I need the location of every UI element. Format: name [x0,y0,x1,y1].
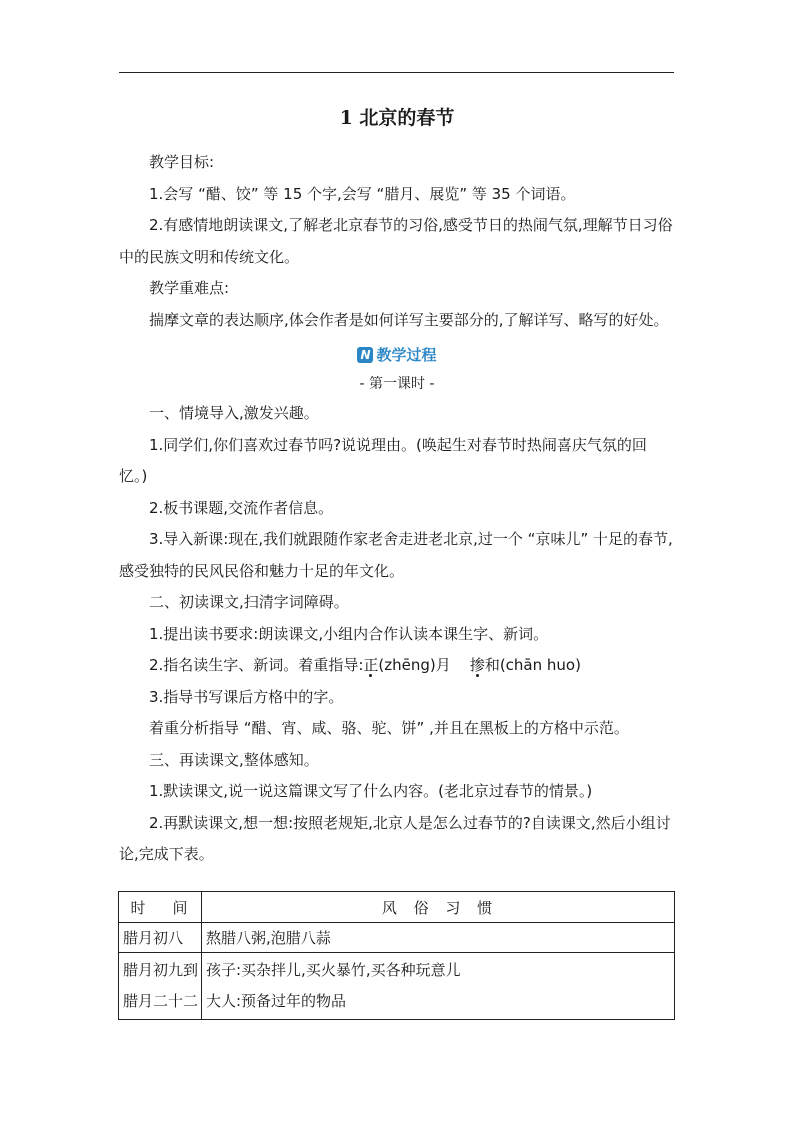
difficulty-text: 揣摩文章的表达顺序,体会作者是如何详写主要部分的,了解详写、略写的好处。 [149,310,669,329]
row2-time-line2: 腊月二十二 [123,992,199,1010]
row1-custom: 熬腊八粥,泡腊八蒜 [202,923,675,953]
section-2-item-4: 着重分析指导 “醋、宵、咸、骆、驼、饼” ,并且在黑板上的方格中示范。 [149,719,629,737]
row1-time: 腊月初八 [119,923,202,953]
header-customs: 风 俗 习 惯 [202,892,675,923]
row2-custom [202,953,675,1020]
section-3-item-1: 1.默读课文,说一说这篇课文写了什么内容。(老北京过春节的情景。) [149,782,593,800]
section-3-item-2: 2.再默读课文,想一想:按照老规矩,北京人是怎么过春节的?自读课文,然后小组讨论,完成下表。 [119,813,671,863]
table-header-row [119,892,675,923]
row2-custom-line2: 大人:预备过年的物品 [206,992,347,1010]
process-badge-row [119,338,675,370]
section-1-heading: 一、情境导入,激发兴趣。 [149,404,319,422]
row2-time [119,953,202,1020]
process-icon: N [357,347,373,363]
row2-time-line1: 腊月初九到 [123,961,199,979]
pinyin-chanhuo: 和(chān huo) [484,656,581,674]
process-badge [357,339,436,371]
dotted-char-chan: 掺 [469,656,485,674]
section-2-item-2 [119,650,675,682]
pronunciation-prefix: 2.指名读生字、新词。着重指导: [149,656,364,674]
table-row [119,953,675,1020]
goal-item-1: 1.会写 “醋、饺” 等 15 个字,会写 “腊月、展览” 等 35 个词语。 [149,184,576,203]
goal-item-2: 2.有感情地朗读课文,了解老北京春节的习俗,感受节日的热闹气氛,理解节日习俗中的民族文明和传统文化。 [119,216,673,266]
section-1-item-1: 1.同学们,你们喜欢过春节吗?说说理由。(唤起生对春节时热闹喜庆气氛的回忆。) [119,435,647,485]
section-2-heading: 二、初读课文,扫清字词障碍。 [149,593,349,611]
session-label: - 第一课时 - [359,376,435,392]
table-row [119,923,675,953]
dotted-char-zheng: 正 [363,656,379,674]
header-time: 时 间 [119,892,202,923]
section-1-item-2: 2.板书课题,交流作者信息。 [149,498,334,517]
row2-custom-line1: 孩子:买杂拌儿,买火暴竹,买各种玩意儿 [206,961,461,979]
section-1-item-3: 3.导入新课:现在,我们就跟随作家老舍走进老北京,过一个 “京味儿” 十足的春节,感受独特的民风民俗和魅力十足的年文化。 [119,530,673,580]
customs-table [118,891,675,1020]
section-3-heading: 三、再读课文,整体感知。 [149,750,319,769]
lesson-plan [119,103,675,871]
section-2-item-3: 3.指导书写课后方格中的字。 [149,687,344,706]
goals-heading: 教学目标: [149,153,215,171]
difficulty-heading: 教学重难点: [149,279,230,297]
process-label: 教学过程 [376,346,437,364]
pinyin-zheng: (zhēng)月 [378,656,451,674]
page-title: 1 北京的春节 [339,107,455,129]
section-2-item-1: 1.提出读书要求:朗读课文,小组内合作认读本课生字、新词。 [149,624,549,643]
top-rule [119,72,674,73]
